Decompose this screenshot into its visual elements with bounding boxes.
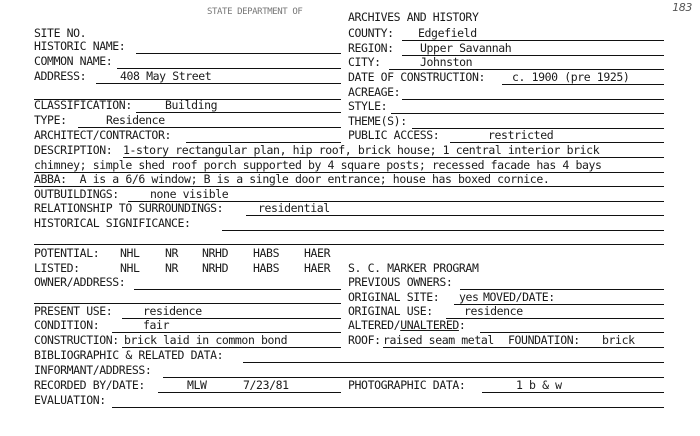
- public-access-label: PUBLIC ACCESS:: [348, 128, 440, 142]
- informant-label: INFORMANT/ADDRESS:: [34, 363, 152, 377]
- classification-value: Building: [165, 98, 218, 112]
- department-title: ARCHIVES AND HISTORY: [348, 10, 479, 24]
- recorded-by-value: MLW: [187, 378, 207, 392]
- owner-label: OWNER/ADDRESS:: [34, 275, 126, 289]
- acreage-label: ACREAGE:: [348, 85, 401, 99]
- address-label: ADDRESS:: [34, 69, 87, 83]
- region-label: REGION:: [348, 41, 394, 55]
- listed-code-habs: HABS: [253, 261, 280, 275]
- relationship-value: residential: [258, 201, 330, 215]
- previous-owners-label: PREVIOUS OWNERS:: [348, 275, 453, 289]
- roof-foundation-line: [383, 347, 664, 348]
- recorded-line: [158, 392, 341, 393]
- owner-line-1: [134, 289, 341, 290]
- original-use-label: ORIGINAL USE:: [348, 304, 433, 318]
- original-site-label: ORIGINAL SITE:: [348, 290, 440, 304]
- potential-code-nrhd: NRHD: [202, 246, 229, 260]
- address-value: 408 May Street: [120, 69, 212, 83]
- potential-code-nhl: NHL: [120, 246, 140, 260]
- significance-line-1: [222, 230, 664, 231]
- photographic-value: 1 b & w: [516, 378, 562, 392]
- significance-label: HISTORICAL SIGNIFICANCE:: [34, 216, 191, 230]
- date-construction-label: DATE OF CONSTRUCTION:: [348, 70, 485, 84]
- photographic-label: PHOTOGRAPHIC DATA:: [348, 378, 466, 392]
- original-site-value: yes: [459, 290, 479, 304]
- relationship-label: RELATIONSHIP TO SURROUNDINGS:: [34, 201, 224, 215]
- potential-code-nr: NR: [165, 246, 179, 260]
- region-value: Upper Savannah: [420, 41, 512, 55]
- marker-program-label: S. C. MARKER PROGRAM: [348, 261, 479, 275]
- recorded-date-value: 7/23/81: [243, 378, 289, 392]
- date-construction-value: c. 1900 (pre 1925): [512, 70, 630, 84]
- significance-line-2: [34, 244, 664, 245]
- department-partial: STATE DEPARTMENT OF: [207, 7, 303, 17]
- listed-code-nr: NR: [165, 261, 179, 275]
- listed-label: LISTED:: [34, 261, 80, 275]
- description-line-2: chimney; simple shed roof porch supported by 4 square posts; recessed facade has 4 bays: [34, 158, 602, 172]
- historic-name-label: HISTORIC NAME:: [34, 39, 126, 53]
- evaluation-label: EVALUATION:: [34, 393, 106, 407]
- county-value: Edgefield: [418, 26, 477, 40]
- address-line: [96, 83, 341, 84]
- common-name-label: COMMON NAME:: [34, 54, 113, 68]
- description-line-1: 1-story rectangular plan, hip roof, brick house; 1 central interior brick: [123, 143, 600, 157]
- style-label: STYLE:: [348, 99, 388, 113]
- original-use-line: [446, 318, 664, 319]
- potential-code-haer: HAER: [304, 246, 331, 260]
- outbuildings-value: none visible: [150, 187, 229, 201]
- bibliographic-label: BIBLIOGRAPHIC & RELATED DATA:: [34, 348, 224, 362]
- site-no-label: SITE NO.: [34, 26, 87, 40]
- architect-label: ARCHITECT/CONTRACTOR:: [34, 128, 171, 142]
- classification-label: CLASSIFICATION:: [34, 98, 132, 112]
- recorded-label: RECORDED BY/DATE:: [34, 378, 145, 392]
- public-access-value: restricted: [488, 128, 554, 142]
- unaltered-selected: UNALTERED: [400, 318, 459, 332]
- listed-code-nhl: NHL: [120, 261, 140, 275]
- bibliographic-line: [243, 362, 664, 363]
- county-label: COUNTY:: [348, 26, 394, 40]
- roof-value: raised seam metal: [383, 333, 494, 347]
- page-number: 183: [672, 1, 692, 14]
- description-line-3: ABBA: A is a 6/6 window; B is a single door entrance; house has boxed cornice.: [34, 172, 550, 186]
- type-label: TYPE:: [34, 113, 67, 127]
- present-use-value: residence: [143, 304, 202, 318]
- present-use-label: PRESENT USE:: [34, 304, 113, 318]
- description-label: DESCRIPTION:: [34, 143, 113, 157]
- moved-date-label: MOVED/DATE:: [483, 290, 555, 304]
- listed-code-haer: HAER: [304, 261, 331, 275]
- city-value: Johnston: [420, 55, 473, 69]
- historic-name-line: [136, 53, 341, 54]
- classification-line: [136, 112, 341, 113]
- outbuildings-label: OUTBUILDINGS:: [34, 187, 119, 201]
- condition-label: CONDITION:: [34, 318, 100, 332]
- photographic-line: [482, 392, 664, 393]
- roof-label: ROOF:: [348, 333, 381, 347]
- altered-label: ALTERED/UNALTERED:: [348, 318, 466, 332]
- potential-label: POTENTIAL:: [34, 246, 100, 260]
- construction-value: brick laid in common bond: [124, 333, 288, 347]
- foundation-value: brick: [602, 333, 635, 347]
- foundation-label: FOUNDATION:: [508, 333, 580, 347]
- original-use-value: residence: [464, 304, 523, 318]
- style-line: [391, 113, 664, 114]
- acreage-line: [402, 99, 664, 100]
- construction-label: CONSTRUCTION:: [34, 333, 119, 347]
- date-construction-line: [502, 84, 664, 85]
- themes-label: THEME(S):: [348, 114, 407, 128]
- relationship-line: [246, 215, 664, 216]
- description-rule-3: [34, 186, 664, 187]
- condition-value: fair: [143, 318, 170, 332]
- listed-code-nrhd: NRHD: [202, 261, 229, 275]
- evaluation-line: [112, 407, 664, 408]
- city-label: CITY:: [348, 55, 381, 69]
- type-value: Residence: [106, 113, 165, 127]
- potential-code-habs: HABS: [253, 246, 280, 260]
